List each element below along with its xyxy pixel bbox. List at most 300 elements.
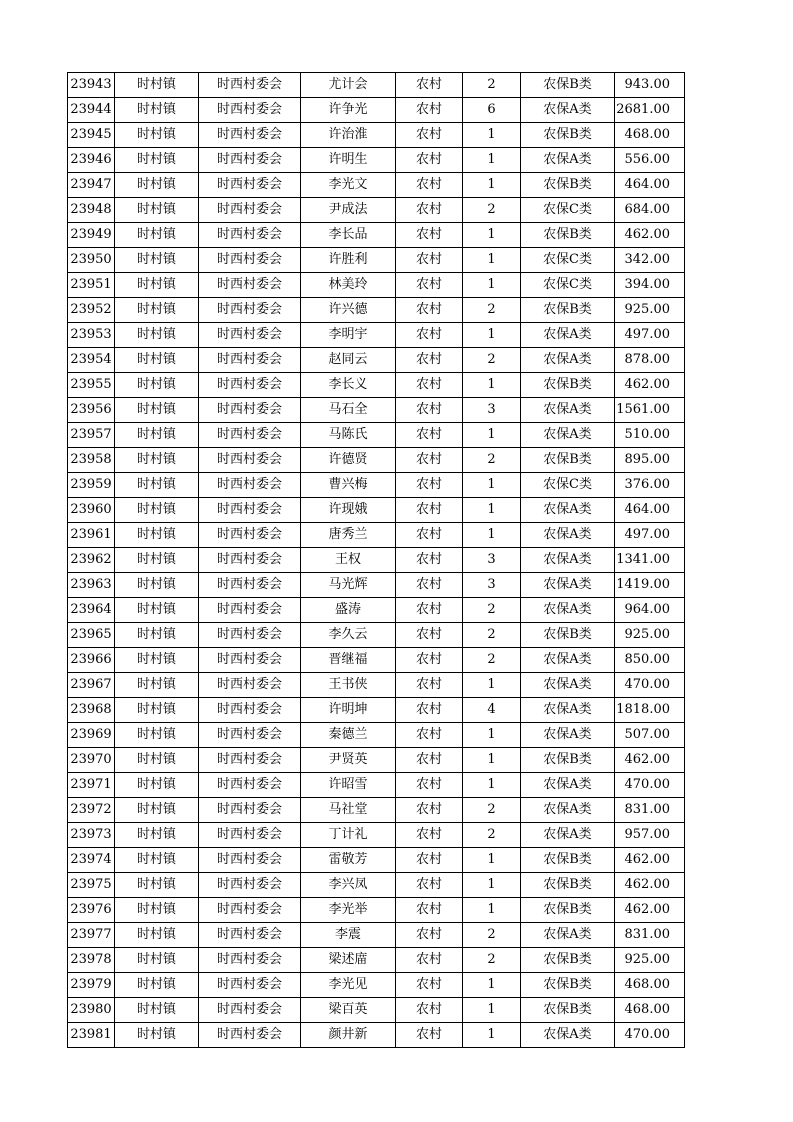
amount-cell: 507.00 — [615, 723, 685, 748]
name-cell: 李久云 — [301, 623, 396, 648]
amount-cell: 462.00 — [615, 223, 685, 248]
name-cell: 尤计会 — [301, 73, 396, 98]
household-size-cell: 2 — [463, 823, 521, 848]
household-size-cell: 1 — [463, 248, 521, 273]
town-cell: 时村镇 — [115, 273, 199, 298]
area-type-cell: 农村 — [396, 723, 463, 748]
amount-cell: 878.00 — [615, 348, 685, 373]
table-row — [68, 648, 685, 673]
record-id-cell: 23950 — [68, 248, 115, 273]
table-row — [68, 148, 685, 173]
insurance-category-cell: 农保B类 — [521, 973, 615, 998]
town-cell: 时村镇 — [115, 373, 199, 398]
insurance-category-cell: 农保B类 — [521, 448, 615, 473]
table-row — [68, 248, 685, 273]
household-size-cell: 1 — [463, 723, 521, 748]
record-id-cell: 23955 — [68, 373, 115, 398]
town-cell: 时村镇 — [115, 148, 199, 173]
amount-cell: 470.00 — [615, 773, 685, 798]
area-type-cell: 农村 — [396, 998, 463, 1023]
household-size-cell: 3 — [463, 573, 521, 598]
insurance-category-cell: 农保B类 — [521, 748, 615, 773]
household-size-cell: 1 — [463, 523, 521, 548]
village-committee-cell: 时西村委会 — [199, 273, 301, 298]
town-cell: 时村镇 — [115, 873, 199, 898]
name-cell: 许德贤 — [301, 448, 396, 473]
area-type-cell: 农村 — [396, 498, 463, 523]
amount-cell: 556.00 — [615, 148, 685, 173]
name-cell: 梁百英 — [301, 998, 396, 1023]
amount-cell: 462.00 — [615, 898, 685, 923]
household-size-cell: 1 — [463, 848, 521, 873]
area-type-cell: 农村 — [396, 923, 463, 948]
insurance-category-cell: 农保A类 — [521, 423, 615, 448]
name-cell: 许明生 — [301, 148, 396, 173]
village-committee-cell: 时西村委会 — [199, 198, 301, 223]
household-size-cell: 1 — [463, 748, 521, 773]
insurance-category-cell: 农保A类 — [521, 923, 615, 948]
area-type-cell: 农村 — [396, 1023, 463, 1048]
area-type-cell: 农村 — [396, 373, 463, 398]
record-id-cell: 23966 — [68, 648, 115, 673]
name-cell: 李明宇 — [301, 323, 396, 348]
area-type-cell: 农村 — [396, 873, 463, 898]
name-cell: 尹成法 — [301, 198, 396, 223]
amount-cell: 468.00 — [615, 973, 685, 998]
village-committee-cell: 时西村委会 — [199, 348, 301, 373]
data-table — [67, 72, 685, 1048]
amount-cell: 468.00 — [615, 123, 685, 148]
village-committee-cell: 时西村委会 — [199, 898, 301, 923]
household-size-cell: 1 — [463, 998, 521, 1023]
insurance-category-cell: 农保C类 — [521, 473, 615, 498]
record-id-cell: 23964 — [68, 598, 115, 623]
insurance-category-cell: 农保B类 — [521, 998, 615, 1023]
area-type-cell: 农村 — [396, 648, 463, 673]
village-committee-cell: 时西村委会 — [199, 298, 301, 323]
amount-cell: 462.00 — [615, 873, 685, 898]
town-cell: 时村镇 — [115, 298, 199, 323]
table-row — [68, 773, 685, 798]
table-row — [68, 948, 685, 973]
record-id-cell: 23954 — [68, 348, 115, 373]
record-id-cell: 23975 — [68, 873, 115, 898]
name-cell: 赵同云 — [301, 348, 396, 373]
record-id-cell: 23944 — [68, 98, 115, 123]
village-committee-cell: 时西村委会 — [199, 573, 301, 598]
table-row — [68, 423, 685, 448]
name-cell: 许明坤 — [301, 698, 396, 723]
household-size-cell: 4 — [463, 698, 521, 723]
insurance-category-cell: 农保A类 — [521, 323, 615, 348]
record-id-cell: 23973 — [68, 823, 115, 848]
insurance-category-cell: 农保A类 — [521, 698, 615, 723]
village-committee-cell: 时西村委会 — [199, 623, 301, 648]
insurance-category-cell: 农保B类 — [521, 898, 615, 923]
village-committee-cell: 时西村委会 — [199, 473, 301, 498]
village-committee-cell: 时西村委会 — [199, 173, 301, 198]
village-committee-cell: 时西村委会 — [199, 373, 301, 398]
amount-cell: 510.00 — [615, 423, 685, 448]
name-cell: 李震 — [301, 923, 396, 948]
table-row — [68, 998, 685, 1023]
table-row — [68, 123, 685, 148]
table-row — [68, 273, 685, 298]
area-type-cell: 农村 — [396, 98, 463, 123]
household-size-cell: 2 — [463, 73, 521, 98]
table-row — [68, 598, 685, 623]
household-size-cell: 2 — [463, 648, 521, 673]
name-cell: 林美玲 — [301, 273, 396, 298]
town-cell: 时村镇 — [115, 1023, 199, 1048]
town-cell: 时村镇 — [115, 898, 199, 923]
table-row — [68, 173, 685, 198]
area-type-cell: 农村 — [396, 748, 463, 773]
table-row — [68, 973, 685, 998]
record-id-cell: 23976 — [68, 898, 115, 923]
amount-cell: 957.00 — [615, 823, 685, 848]
village-committee-cell: 时西村委会 — [199, 548, 301, 573]
insurance-category-cell: 农保A类 — [521, 498, 615, 523]
town-cell: 时村镇 — [115, 73, 199, 98]
amount-cell: 895.00 — [615, 448, 685, 473]
insurance-category-cell: 农保A类 — [521, 648, 615, 673]
area-type-cell: 农村 — [396, 948, 463, 973]
table-row — [68, 823, 685, 848]
town-cell: 时村镇 — [115, 398, 199, 423]
insurance-category-cell: 农保B类 — [521, 173, 615, 198]
village-committee-cell: 时西村委会 — [199, 698, 301, 723]
record-id-cell: 23947 — [68, 173, 115, 198]
insurance-category-cell: 农保A类 — [521, 823, 615, 848]
name-cell: 王权 — [301, 548, 396, 573]
name-cell: 雷敬芳 — [301, 848, 396, 873]
name-cell: 李光文 — [301, 173, 396, 198]
village-committee-cell: 时西村委会 — [199, 848, 301, 873]
table-row — [68, 748, 685, 773]
household-size-cell: 1 — [463, 423, 521, 448]
town-cell: 时村镇 — [115, 548, 199, 573]
record-id-cell: 23946 — [68, 148, 115, 173]
insurance-category-cell: 农保C类 — [521, 273, 615, 298]
area-type-cell: 农村 — [396, 673, 463, 698]
amount-cell: 850.00 — [615, 648, 685, 673]
village-committee-cell: 时西村委会 — [199, 748, 301, 773]
amount-cell: 342.00 — [615, 248, 685, 273]
name-cell: 王书侠 — [301, 673, 396, 698]
town-cell: 时村镇 — [115, 923, 199, 948]
area-type-cell: 农村 — [396, 598, 463, 623]
household-size-cell: 1 — [463, 123, 521, 148]
town-cell: 时村镇 — [115, 723, 199, 748]
town-cell: 时村镇 — [115, 823, 199, 848]
name-cell: 李兴凤 — [301, 873, 396, 898]
amount-cell: 1341.00 — [615, 548, 685, 573]
household-size-cell: 3 — [463, 548, 521, 573]
record-id-cell: 23943 — [68, 73, 115, 98]
household-size-cell: 1 — [463, 498, 521, 523]
village-committee-cell: 时西村委会 — [199, 798, 301, 823]
town-cell: 时村镇 — [115, 573, 199, 598]
name-cell: 晋继福 — [301, 648, 396, 673]
town-cell: 时村镇 — [115, 998, 199, 1023]
town-cell: 时村镇 — [115, 948, 199, 973]
table-row — [68, 623, 685, 648]
record-id-cell: 23961 — [68, 523, 115, 548]
household-size-cell: 1 — [463, 148, 521, 173]
name-cell: 李长义 — [301, 373, 396, 398]
area-type-cell: 农村 — [396, 773, 463, 798]
household-size-cell: 1 — [463, 898, 521, 923]
household-size-cell: 2 — [463, 448, 521, 473]
town-cell: 时村镇 — [115, 198, 199, 223]
insurance-category-cell: 农保B类 — [521, 873, 615, 898]
area-type-cell: 农村 — [396, 473, 463, 498]
household-size-cell: 1 — [463, 1023, 521, 1048]
town-cell: 时村镇 — [115, 748, 199, 773]
amount-cell: 925.00 — [615, 948, 685, 973]
village-committee-cell: 时西村委会 — [199, 248, 301, 273]
record-id-cell: 23970 — [68, 748, 115, 773]
insurance-category-cell: 农保C类 — [521, 248, 615, 273]
town-cell: 时村镇 — [115, 448, 199, 473]
table-row — [68, 198, 685, 223]
village-committee-cell: 时西村委会 — [199, 948, 301, 973]
table-row — [68, 848, 685, 873]
table-row — [68, 223, 685, 248]
record-id-cell: 23980 — [68, 998, 115, 1023]
insurance-category-cell: 农保A类 — [521, 1023, 615, 1048]
area-type-cell: 农村 — [396, 423, 463, 448]
town-cell: 时村镇 — [115, 973, 199, 998]
amount-cell: 2681.00 — [615, 98, 685, 123]
amount-cell: 470.00 — [615, 1023, 685, 1048]
area-type-cell: 农村 — [396, 573, 463, 598]
table-row — [68, 923, 685, 948]
town-cell: 时村镇 — [115, 248, 199, 273]
amount-cell: 464.00 — [615, 173, 685, 198]
record-id-cell: 23978 — [68, 948, 115, 973]
table-row — [68, 323, 685, 348]
village-committee-cell: 时西村委会 — [199, 523, 301, 548]
household-size-cell: 1 — [463, 973, 521, 998]
table-body — [68, 73, 685, 1048]
record-id-cell: 23953 — [68, 323, 115, 348]
record-id-cell: 23949 — [68, 223, 115, 248]
insurance-category-cell: 农保A类 — [521, 548, 615, 573]
area-type-cell: 农村 — [396, 623, 463, 648]
town-cell: 时村镇 — [115, 523, 199, 548]
town-cell: 时村镇 — [115, 698, 199, 723]
record-id-cell: 23956 — [68, 398, 115, 423]
household-size-cell: 2 — [463, 923, 521, 948]
table-row — [68, 1023, 685, 1048]
record-id-cell: 23965 — [68, 623, 115, 648]
table-row — [68, 448, 685, 473]
name-cell: 许胜利 — [301, 248, 396, 273]
area-type-cell: 农村 — [396, 348, 463, 373]
table-row — [68, 523, 685, 548]
insurance-category-cell: 农保A类 — [521, 773, 615, 798]
household-size-cell: 1 — [463, 273, 521, 298]
town-cell: 时村镇 — [115, 498, 199, 523]
record-id-cell: 23974 — [68, 848, 115, 873]
amount-cell: 462.00 — [615, 748, 685, 773]
town-cell: 时村镇 — [115, 98, 199, 123]
village-committee-cell: 时西村委会 — [199, 223, 301, 248]
household-size-cell: 2 — [463, 298, 521, 323]
insurance-category-cell: 农保A类 — [521, 523, 615, 548]
table-row — [68, 873, 685, 898]
name-cell: 曹兴梅 — [301, 473, 396, 498]
table-row — [68, 73, 685, 98]
village-committee-cell: 时西村委会 — [199, 398, 301, 423]
area-type-cell: 农村 — [396, 973, 463, 998]
name-cell: 颜井新 — [301, 1023, 396, 1048]
table-row — [68, 298, 685, 323]
amount-cell: 1818.00 — [615, 698, 685, 723]
village-committee-cell: 时西村委会 — [199, 148, 301, 173]
name-cell: 马陈氏 — [301, 423, 396, 448]
town-cell: 时村镇 — [115, 648, 199, 673]
name-cell: 尹贤英 — [301, 748, 396, 773]
insurance-category-cell: 农保B类 — [521, 848, 615, 873]
amount-cell: 684.00 — [615, 198, 685, 223]
amount-cell: 376.00 — [615, 473, 685, 498]
table-row — [68, 723, 685, 748]
table-row — [68, 673, 685, 698]
name-cell: 许昭雪 — [301, 773, 396, 798]
name-cell: 李长品 — [301, 223, 396, 248]
record-id-cell: 23951 — [68, 273, 115, 298]
table-row — [68, 373, 685, 398]
table-row — [68, 98, 685, 123]
name-cell: 梁述庿 — [301, 948, 396, 973]
insurance-category-cell: 农保B类 — [521, 298, 615, 323]
town-cell: 时村镇 — [115, 473, 199, 498]
area-type-cell: 农村 — [396, 223, 463, 248]
insurance-category-cell: 农保A类 — [521, 98, 615, 123]
insurance-category-cell: 农保A类 — [521, 573, 615, 598]
amount-cell: 943.00 — [615, 73, 685, 98]
name-cell: 许争光 — [301, 98, 396, 123]
table-row — [68, 798, 685, 823]
name-cell: 许治淮 — [301, 123, 396, 148]
name-cell: 盛涛 — [301, 598, 396, 623]
record-id-cell: 23967 — [68, 673, 115, 698]
village-committee-cell: 时西村委会 — [199, 423, 301, 448]
table-row — [68, 398, 685, 423]
town-cell: 时村镇 — [115, 623, 199, 648]
table-row — [68, 498, 685, 523]
name-cell: 丁计礼 — [301, 823, 396, 848]
insurance-category-cell: 农保A类 — [521, 798, 615, 823]
name-cell: 唐秀兰 — [301, 523, 396, 548]
name-cell: 马石全 — [301, 398, 396, 423]
village-committee-cell: 时西村委会 — [199, 723, 301, 748]
household-size-cell: 1 — [463, 673, 521, 698]
amount-cell: 394.00 — [615, 273, 685, 298]
town-cell: 时村镇 — [115, 598, 199, 623]
name-cell: 许现娥 — [301, 498, 396, 523]
amount-cell: 925.00 — [615, 623, 685, 648]
town-cell: 时村镇 — [115, 848, 199, 873]
amount-cell: 831.00 — [615, 923, 685, 948]
town-cell: 时村镇 — [115, 773, 199, 798]
village-committee-cell: 时西村委会 — [199, 973, 301, 998]
town-cell: 时村镇 — [115, 173, 199, 198]
area-type-cell: 农村 — [396, 548, 463, 573]
name-cell: 李光举 — [301, 898, 396, 923]
area-type-cell: 农村 — [396, 198, 463, 223]
household-size-cell: 1 — [463, 173, 521, 198]
household-size-cell: 2 — [463, 798, 521, 823]
record-id-cell: 23972 — [68, 798, 115, 823]
record-id-cell: 23969 — [68, 723, 115, 748]
insurance-category-cell: 农保B类 — [521, 123, 615, 148]
area-type-cell: 农村 — [396, 798, 463, 823]
table-row — [68, 898, 685, 923]
area-type-cell: 农村 — [396, 273, 463, 298]
village-committee-cell: 时西村委会 — [199, 323, 301, 348]
town-cell: 时村镇 — [115, 798, 199, 823]
area-type-cell: 农村 — [396, 698, 463, 723]
town-cell: 时村镇 — [115, 223, 199, 248]
area-type-cell: 农村 — [396, 848, 463, 873]
area-type-cell: 农村 — [396, 823, 463, 848]
table-row — [68, 698, 685, 723]
amount-cell: 464.00 — [615, 498, 685, 523]
record-id-cell: 23948 — [68, 198, 115, 223]
insurance-category-cell: 农保B类 — [521, 623, 615, 648]
village-committee-cell: 时西村委会 — [199, 648, 301, 673]
record-id-cell: 23952 — [68, 298, 115, 323]
village-committee-cell: 时西村委会 — [199, 998, 301, 1023]
household-size-cell: 3 — [463, 398, 521, 423]
table-row — [68, 473, 685, 498]
area-type-cell: 农村 — [396, 73, 463, 98]
area-type-cell: 农村 — [396, 523, 463, 548]
household-size-cell: 1 — [463, 473, 521, 498]
town-cell: 时村镇 — [115, 673, 199, 698]
record-id-cell: 23958 — [68, 448, 115, 473]
household-size-cell: 2 — [463, 948, 521, 973]
record-id-cell: 23981 — [68, 1023, 115, 1048]
table-row — [68, 573, 685, 598]
household-size-cell: 1 — [463, 373, 521, 398]
household-size-cell: 1 — [463, 223, 521, 248]
record-id-cell: 23979 — [68, 973, 115, 998]
area-type-cell: 农村 — [396, 398, 463, 423]
amount-cell: 462.00 — [615, 373, 685, 398]
amount-cell: 497.00 — [615, 323, 685, 348]
amount-cell: 1561.00 — [615, 398, 685, 423]
town-cell: 时村镇 — [115, 423, 199, 448]
insurance-category-cell: 农保B类 — [521, 223, 615, 248]
town-cell: 时村镇 — [115, 323, 199, 348]
insurance-category-cell: 农保A类 — [521, 148, 615, 173]
area-type-cell: 农村 — [396, 173, 463, 198]
insurance-category-cell: 农保A类 — [521, 723, 615, 748]
household-size-cell: 1 — [463, 873, 521, 898]
name-cell: 许兴德 — [301, 298, 396, 323]
record-id-cell: 23960 — [68, 498, 115, 523]
record-id-cell: 23945 — [68, 123, 115, 148]
village-committee-cell: 时西村委会 — [199, 873, 301, 898]
insurance-category-cell: 农保C类 — [521, 198, 615, 223]
village-committee-cell: 时西村委会 — [199, 123, 301, 148]
name-cell: 秦德兰 — [301, 723, 396, 748]
